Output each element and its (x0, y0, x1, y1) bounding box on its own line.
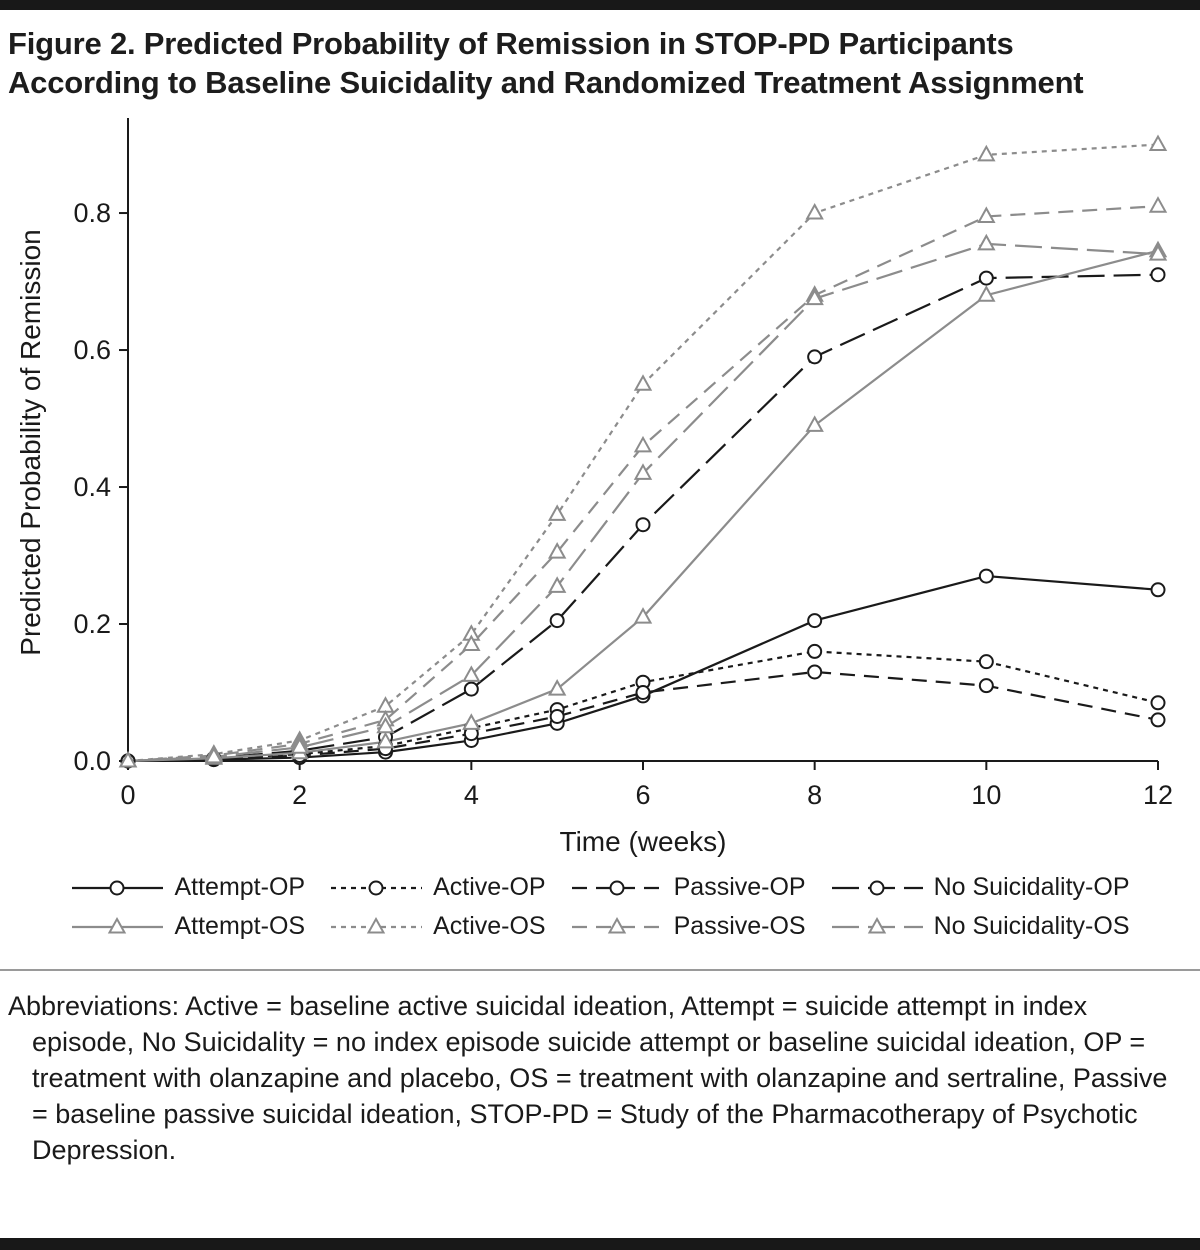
x-tick-label: 4 (463, 780, 479, 811)
triangle-marker-icon (110, 919, 125, 933)
circle-marker-icon (111, 881, 124, 894)
x-tick-label: 2 (292, 780, 308, 811)
legend-item-attempt-os (70, 912, 305, 941)
footer-divider (0, 969, 1200, 971)
chart-legend (0, 873, 1200, 941)
triangle-marker-icon (369, 919, 384, 933)
circle-marker-icon (610, 881, 623, 894)
circle-marker (980, 655, 993, 668)
circle-marker (465, 683, 478, 696)
circle-marker-icon (870, 881, 883, 894)
legend-item-passive-op (570, 873, 806, 902)
top-rule (0, 0, 1200, 10)
legend-label-attempt-os: Attempt-OS (174, 912, 306, 941)
legend-label-passive-op: Passive-OP (673, 873, 806, 902)
y-axis-label: Predicted Probability of Remission (15, 229, 46, 656)
triangle-marker (378, 698, 393, 712)
circle-marker (1152, 583, 1165, 596)
bottom-rule (0, 1238, 1200, 1250)
circle-marker (1152, 696, 1165, 709)
triangle-marker (1151, 198, 1166, 212)
legend-item-passive-os (570, 912, 806, 941)
y-tick-label: 0.2 (73, 609, 111, 640)
x-axis-label: Time (weeks) (559, 826, 727, 858)
x-tick-label: 0 (120, 780, 136, 811)
legend-label-no-suicidality-os: No Suicidality-OS (933, 912, 1130, 941)
abbreviations-note: Abbreviations: Active = baseline active suicidal ideation, Attempt = suicide attempt in index episode, No Suicidality = no index episode suicide attempt or baseline suicidal ideation, OP = treatment with olanzapine and placebo, OS = treatment with olanzapine and sertraline, Passive = baseline passive suicidal ideation, STOP-PD = Study of the Pharmacotherapy of Psychotic Depression. (8, 991, 1168, 1165)
legend-label-active-op: Active-OP (433, 873, 546, 902)
circle-marker (551, 710, 564, 723)
series-line-attempt-op (128, 576, 1158, 761)
circle-marker (808, 666, 821, 679)
legend-line-sample-attempt-op (70, 876, 165, 900)
circle-marker (808, 645, 821, 658)
triangle-marker (550, 681, 565, 695)
legend-item-no-suicidality-op (830, 873, 1130, 902)
triangle-marker-icon (869, 919, 884, 933)
triangle-marker (636, 376, 651, 390)
x-tick-label: 6 (635, 780, 651, 811)
triangle-marker (979, 236, 994, 250)
legend-line-sample-active-op (329, 876, 424, 900)
legend-label-no-suicidality-op: No Suicidality-OP (933, 873, 1130, 902)
y-tick-label: 0.4 (73, 472, 111, 503)
circle-marker (637, 518, 650, 531)
series-line-active-os (128, 145, 1158, 761)
circle-marker (1152, 268, 1165, 281)
chart-area (0, 106, 1200, 871)
x-tick-label: 10 (971, 780, 1002, 811)
remission-probability-chart (0, 106, 1200, 866)
legend-line-sample-passive-op (570, 876, 665, 900)
circle-marker (980, 570, 993, 583)
figure-title-line1: Figure 2. Predicted Probability of Remission in STOP-PD Participants (8, 26, 1014, 61)
circle-marker (980, 272, 993, 285)
circle-marker (808, 350, 821, 363)
circle-marker (1152, 713, 1165, 726)
figure-title (8, 24, 1188, 102)
triangle-marker (1151, 137, 1166, 151)
legend-label-passive-os: Passive-OS (673, 912, 806, 941)
legend-line-sample-passive-os (570, 915, 665, 939)
series-line-active-op (128, 652, 1158, 762)
circle-marker-icon (370, 881, 383, 894)
legend-line-sample-no-suicidality-os (830, 915, 925, 939)
triangle-marker (807, 205, 822, 219)
circle-marker (808, 614, 821, 627)
triangle-marker (807, 417, 822, 431)
y-tick-label: 0.6 (73, 335, 111, 366)
legend-label-active-os: Active-OS (433, 912, 546, 941)
legend-item-no-suicidality-os (830, 912, 1130, 941)
legend-label-attempt-op: Attempt-OP (174, 873, 306, 902)
legend-item-attempt-op (70, 873, 305, 902)
triangle-marker (979, 147, 994, 161)
legend-line-sample-attempt-os (70, 915, 165, 939)
triangle-marker-icon (609, 919, 624, 933)
circle-marker (980, 679, 993, 692)
y-tick-label: 0.8 (73, 198, 111, 229)
legend-item-active-os (329, 912, 546, 941)
circle-marker (637, 686, 650, 699)
legend-line-sample-active-os (329, 915, 424, 939)
legend-item-active-op (329, 873, 546, 902)
x-tick-label: 8 (807, 780, 823, 811)
triangle-marker (636, 438, 651, 452)
y-tick-label: 0.0 (73, 746, 111, 777)
x-tick-label: 12 (1142, 780, 1174, 811)
legend-line-sample-no-suicidality-op (830, 876, 925, 900)
figure-title-line2: According to Baseline Suicidality and Randomized Treatment Assignment (8, 65, 1084, 101)
circle-marker (551, 614, 564, 627)
